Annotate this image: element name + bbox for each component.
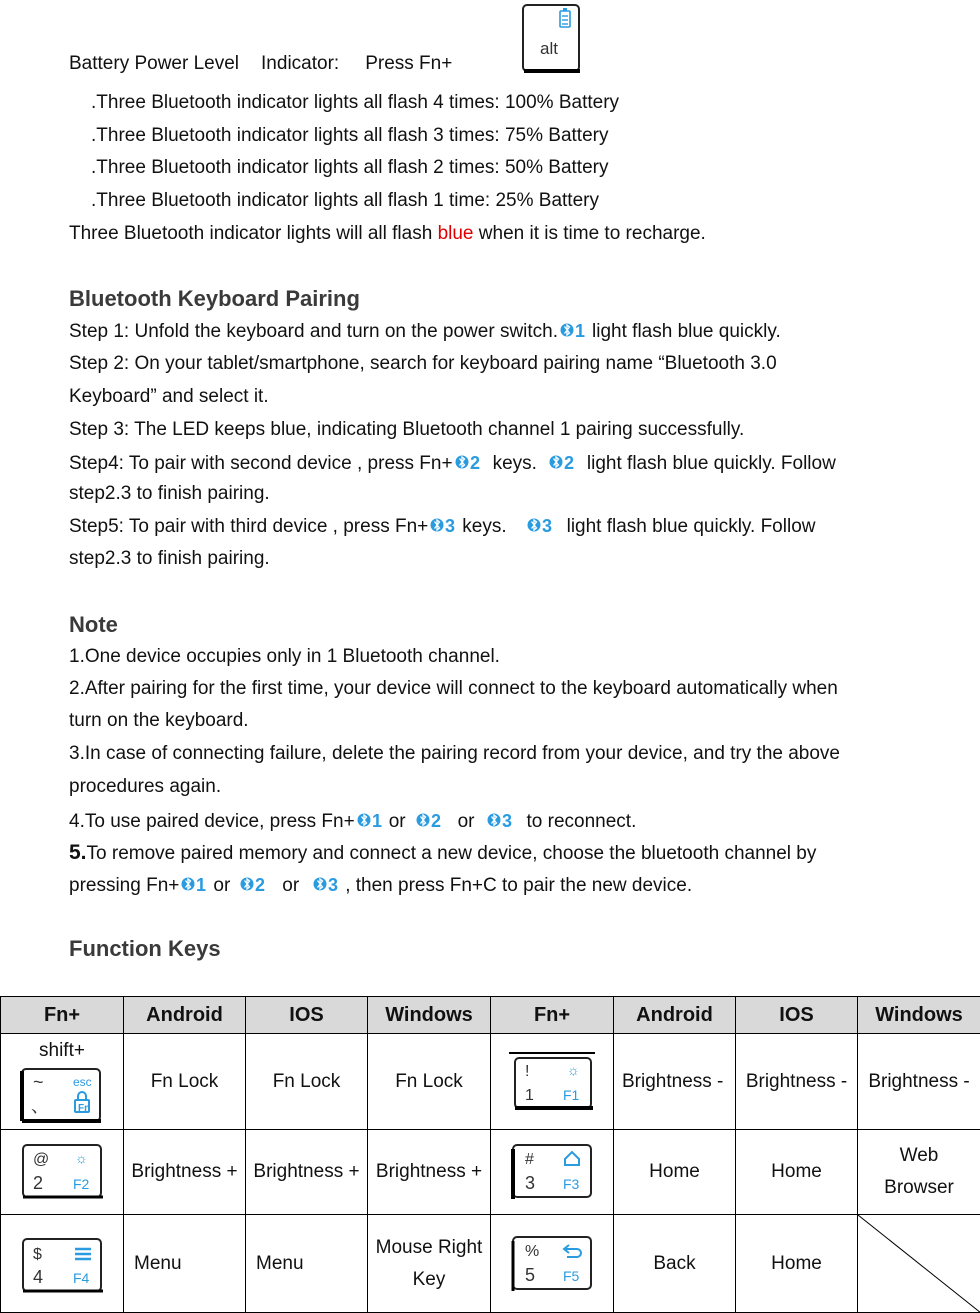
step4-b: keys.: [493, 453, 537, 474]
f3-key-cell: [491, 1130, 614, 1215]
pairing-heading: Bluetooth Keyboard Pairing: [69, 287, 360, 311]
svg-text:F4: F4: [73, 1270, 90, 1286]
note4-a: 4.To use paired device, press Fn+: [69, 811, 355, 832]
step4-c: light flash blue quickly. Follow: [587, 453, 836, 474]
f4-key-cell: [1, 1215, 124, 1313]
note-2a: 2.After pairing for the first time, your device will connect to the keyboard automatically when: [69, 677, 838, 701]
f2-key-icon: [17, 1141, 107, 1203]
table-row: [1, 1215, 980, 1313]
f4-key-icon: [17, 1233, 107, 1295]
svg-text:Fn: Fn: [78, 1103, 90, 1114]
battery-intro-a: Battery Power Level: [69, 53, 239, 74]
svg-text:%: %: [525, 1243, 539, 1260]
f1-key-cell: [491, 1034, 614, 1130]
row2-android-2: Home: [614, 1130, 736, 1215]
battery-line-4: .Three Bluetooth indicator lights all flash 1 time: 25% Battery: [91, 189, 599, 213]
svg-text:4: 4: [33, 1267, 43, 1287]
row2-windows: Brightness +: [368, 1130, 491, 1215]
header-fn: Fn+: [1, 997, 124, 1034]
battery-intro-b: Indicator:: [261, 53, 339, 74]
header-ios: IOS: [246, 997, 368, 1034]
mouse-right-key-text: Mouse Right Key: [374, 1232, 484, 1296]
note-heading: Note: [69, 613, 118, 637]
svg-text:3: 3: [502, 811, 512, 830]
recharge-line: [69, 222, 706, 246]
step1-b: light flash blue quickly.: [592, 321, 781, 342]
svg-text:$: $: [33, 1246, 42, 1263]
svg-text:alt: alt: [540, 39, 558, 58]
svg-text:3: 3: [328, 875, 338, 894]
svg-text:2: 2: [470, 453, 480, 472]
row1-windows: Fn Lock: [368, 1034, 491, 1130]
step1-a: Step 1: Unfold the keyboard and turn on the power switch.: [69, 321, 558, 342]
step5-a: Step5: To pair with third device , press Fn+: [69, 516, 428, 537]
note4-b: to reconnect.: [527, 811, 637, 832]
note-1: 1.One device occupies only in 1 Bluetooth channel.: [69, 645, 500, 669]
battery-line-2: .Three Bluetooth indicator lights all flash 3 times: 75% Battery: [91, 124, 608, 148]
row1-windows-2: Brightness -: [858, 1034, 980, 1130]
bluetooth-3-icon: [430, 515, 460, 535]
bluetooth-1-icon: [560, 320, 590, 340]
row3-ios-2: Home: [736, 1215, 858, 1313]
note-5a: [69, 841, 816, 866]
alt-key-icon: [520, 2, 584, 74]
step-4d: step2.3 to finish pairing.: [69, 482, 270, 506]
bluetooth-3-icon: [527, 515, 557, 535]
bluetooth-3-icon: [313, 874, 343, 894]
row3-windows-2-empty: [858, 1215, 980, 1313]
function-keys-heading: Function Keys: [69, 937, 221, 961]
svg-text:!: !: [525, 1063, 529, 1080]
f3-key-icon: [507, 1141, 597, 1203]
note5-or2: or: [282, 875, 299, 896]
step-5: [69, 515, 815, 539]
note-3b: procedures again.: [69, 775, 221, 799]
row1-ios: Fn Lock: [246, 1034, 368, 1130]
svg-text:1: 1: [372, 811, 382, 830]
svg-text:F3: F3: [563, 1176, 580, 1192]
shift-prefix: shift+: [1, 1040, 123, 1062]
note-4: [69, 810, 636, 834]
bluetooth-1-icon: [181, 874, 211, 894]
svg-text:2: 2: [564, 453, 574, 472]
step-2a: Step 2: On your tablet/smartphone, search for keyboard pairing name “Bluetooth 3.0: [69, 352, 777, 376]
bluetooth-3-icon: [487, 810, 517, 830]
bluetooth-2-icon: [240, 874, 270, 894]
note5-a: To remove paired memory and connect a new device, choose the bluetooth channel by: [87, 843, 817, 864]
svg-text:3: 3: [445, 516, 455, 535]
function-keys-table: [0, 996, 980, 1313]
battery-intro: [69, 52, 573, 76]
note5-or1: or: [213, 875, 230, 896]
web-browser-text: Web Browser: [874, 1140, 964, 1204]
header-windows: Windows: [368, 997, 491, 1034]
svg-text:F5: F5: [563, 1268, 580, 1284]
svg-text:2: 2: [255, 875, 265, 894]
note-2b: turn on the keyboard.: [69, 709, 249, 733]
header-ios-2: IOS: [736, 997, 858, 1034]
header-android-2: Android: [614, 997, 736, 1034]
svg-text:esc: esc: [73, 1075, 92, 1089]
esc-key-icon: [19, 1066, 105, 1124]
note4-or2: or: [458, 811, 475, 832]
bluetooth-2-icon: [416, 810, 446, 830]
recharge-blue: blue: [438, 223, 474, 244]
note-5b: [69, 874, 692, 898]
note5-b: pressing Fn+: [69, 875, 179, 896]
table-row: [1, 1034, 980, 1130]
row3-windows: [368, 1215, 491, 1313]
recharge-a: Three Bluetooth indicator lights will all flash: [69, 223, 438, 244]
row1-android-2: Brightness -: [614, 1034, 736, 1130]
row2-ios-2: Home: [736, 1130, 858, 1215]
f1-key-icon: [507, 1051, 597, 1113]
svg-text:5: 5: [525, 1265, 535, 1285]
svg-text:@: @: [33, 1151, 49, 1168]
bluetooth-1-icon: [357, 810, 387, 830]
row3-ios: Menu: [246, 1215, 368, 1313]
svg-text:1: 1: [525, 1087, 534, 1104]
step-2b: Keyboard” and select it.: [69, 385, 269, 409]
note-3a: 3.In case of connecting failure, delete the pairing record from your device, and try the above: [69, 742, 840, 766]
row1-ios-2: Brightness -: [736, 1034, 858, 1130]
table-header-row: [1, 997, 980, 1034]
header-android: Android: [124, 997, 246, 1034]
svg-text:#: #: [525, 1151, 534, 1168]
f5-key-cell: [491, 1215, 614, 1313]
svg-text:F2: F2: [73, 1176, 90, 1192]
row3-android: Menu: [124, 1215, 246, 1313]
svg-text:~: ~: [33, 1072, 44, 1092]
row2-android: Brightness +: [124, 1130, 246, 1215]
table-row: [1, 1130, 980, 1215]
svg-text:☼: ☼: [75, 1150, 88, 1166]
f5-key-icon: [507, 1233, 597, 1295]
f2-key-cell: [1, 1130, 124, 1215]
svg-text:2: 2: [33, 1173, 43, 1193]
svg-text:1: 1: [575, 321, 585, 340]
battery-intro-c: Press Fn+: [365, 53, 452, 74]
svg-text:1: 1: [196, 875, 206, 894]
bluetooth-2-icon: [549, 452, 579, 472]
row2-ios: Brightness +: [246, 1130, 368, 1215]
fn-key-cell: [1, 1034, 124, 1130]
note5-num: 5.: [69, 841, 87, 864]
bluetooth-2-icon: [455, 452, 485, 472]
step-4: [69, 452, 836, 476]
step5-c: light flash blue quickly. Follow: [567, 516, 816, 537]
svg-text:3: 3: [525, 1173, 535, 1193]
recharge-b: when it is time to recharge.: [474, 223, 706, 244]
row3-android-2: Back: [614, 1215, 736, 1313]
svg-text:2: 2: [431, 811, 441, 830]
step5-b: keys.: [462, 516, 506, 537]
step-3: Step 3: The LED keeps blue, indicating Bluetooth channel 1 pairing successfully.: [69, 418, 744, 442]
note5-c: , then press Fn+C to pair the new device.: [345, 875, 692, 896]
diagonal-strike: [858, 1215, 980, 1313]
svg-text:、: 、: [31, 1096, 49, 1116]
battery-line-1: .Three Bluetooth indicator lights all flash 4 times: 100% Battery: [91, 91, 619, 115]
svg-text:F1: F1: [563, 1087, 580, 1103]
row1-android: Fn Lock: [124, 1034, 246, 1130]
battery-line-3: .Three Bluetooth indicator lights all flash 2 times: 50% Battery: [91, 156, 608, 180]
svg-text:☼: ☼: [567, 1062, 580, 1078]
header-windows-2: Windows: [858, 997, 980, 1034]
step-1: [69, 320, 781, 344]
step-5d: step2.3 to finish pairing.: [69, 547, 270, 571]
header-fn-2: Fn+: [491, 997, 614, 1034]
note4-or1: or: [389, 811, 406, 832]
row2-windows-2: [858, 1130, 980, 1215]
step4-a: Step4: To pair with second device , press Fn+: [69, 453, 453, 474]
svg-text:3: 3: [542, 516, 552, 535]
